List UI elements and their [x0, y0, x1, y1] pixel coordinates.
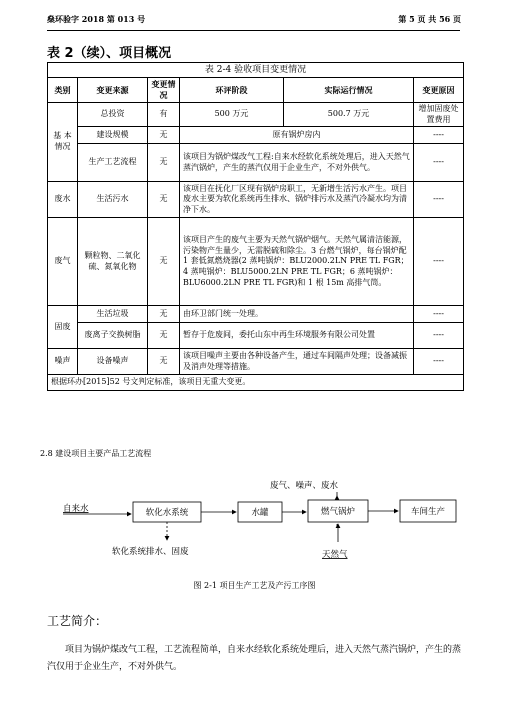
cell-merged: 原有锅炉房内: [180, 127, 414, 144]
group-solid: 固废: [48, 306, 78, 349]
table-row: [48, 182, 464, 218]
cell-merged: 该项目产生的废气主要为天然气锅炉烟气。天然气属清洁能源，污染物产生量少，无需脱硫和除尘。3 台燃气锅炉，每台锅炉配 1 套低氮燃烧器(2 蒸吨锅炉：BLU2000.2LN PRE TL FGR；4 蒸吨锅炉：BLU5000.2LN PRE TL FGR；6 蒸吨锅炉：BLU6000.2LN PRE TL FGR)和 1 根 15m 高排气筒。: [180, 218, 414, 306]
header-category: 类别: [48, 78, 78, 103]
cell-change: 无: [148, 306, 180, 323]
header-left: 燊环验字 2018 第 013 号: [47, 14, 146, 24]
intro-paragraph: 项目为锅炉煤改气工程，工艺流程简单，自来水经软化系统处理后，进入天然气蒸汽锅炉，产生的蒸汽仅用于企业生产，不对外供气。: [47, 645, 462, 673]
table-row: [48, 349, 464, 375]
tap-water-label: 自来水: [63, 504, 89, 514]
cell-reason: 增加固废处置费用: [414, 102, 464, 127]
cell-change: 无: [148, 349, 180, 375]
cell-change: 无: [148, 144, 180, 182]
group-water: 废水: [48, 182, 78, 218]
cell-source: 设备噪声: [78, 349, 148, 375]
header-rule: [47, 30, 460, 31]
cell-source: 废离子交换树脂: [78, 323, 148, 349]
cell-merged: 该项目在抚化厂区现有锅炉房职工，无新增生活污水产生。项目废水主要为软化系统再生排水、锅炉排污水及蒸汽冷凝水均为清净下水。: [180, 182, 414, 218]
subsection-title: 2.8 建设项目主要产品工艺流程: [40, 449, 152, 458]
natural-gas-label: 天然气: [322, 550, 348, 560]
cell-reason: ----: [414, 323, 464, 349]
table-caption: 表 2-4 验收项目变更情况: [48, 63, 464, 78]
header-change: 变更情况: [148, 78, 180, 103]
softening-system-label: 软化水系统: [145, 508, 189, 518]
cell-source: 生活污水: [78, 182, 148, 218]
header-actual: 实际运行情况: [284, 78, 414, 103]
table-row: [48, 102, 464, 127]
gas-boiler-label: 燃气锅炉: [320, 507, 356, 517]
header-reason: 变更原因: [414, 78, 464, 103]
cell-reason: ----: [414, 182, 464, 218]
table-footnote: 根据环办[2015]52 号文判定标准，该项目无重大变更。: [48, 375, 464, 391]
header-source: 变更来源: [78, 78, 148, 103]
cell-actual: 500.7 万元: [284, 102, 414, 127]
cell-source: 建设规模: [78, 127, 148, 144]
table-row: [48, 323, 464, 349]
cell-change: 有: [148, 102, 180, 127]
group-noise: 噪声: [48, 349, 78, 375]
table-row: [48, 306, 464, 323]
cell-source: 生活垃圾: [78, 306, 148, 323]
cell-change: 无: [148, 218, 180, 306]
cell-reason: ----: [414, 144, 464, 182]
cell-source: 颗粒物、二氧化硫、氮氧化物: [78, 218, 148, 306]
change-table: [47, 62, 464, 391]
group-basic: 基 本 情况: [48, 102, 78, 182]
group-gas: 废气: [48, 218, 78, 306]
section-title: 表 2（续）、项目概况: [47, 46, 172, 61]
cell-merged: 暂存于危废间，委托山东中再生环境服务有限公司处置: [180, 323, 414, 349]
emissions-label: 废气、噪声、废水: [270, 481, 339, 491]
cell-merged: 该项目噪声主要由各种设备产生，通过车间隔声处理；设备减振及消声处理等措施。: [180, 349, 414, 375]
header-eia: 环评阶段: [180, 78, 284, 103]
cell-merged: 由环卫部门统一处理。: [180, 306, 414, 323]
header-right: 第 5 页 共 56 页: [398, 14, 461, 24]
cell-reason: ----: [414, 349, 464, 375]
cell-reason: ----: [414, 127, 464, 144]
water-tank-label: 水罐: [251, 508, 269, 518]
table-row: [48, 127, 464, 144]
cell-reason: ----: [414, 218, 464, 306]
table-row: [48, 218, 464, 306]
cell-eia: 500 万元: [180, 102, 284, 127]
cell-change: 无: [148, 182, 180, 218]
cell-source: 生产工艺流程: [78, 144, 148, 182]
cell-merged: 该项目为锅炉煤改气工程:自来水经软化系统处理后，进入天然气蒸汽锅炉，产生的蒸汽仅用于企业生产，不对外供气。: [180, 144, 414, 182]
figure-caption: 图 2-1 项目生产工艺及产污工序图: [193, 581, 316, 590]
cell-source: 总投资: [78, 102, 148, 127]
cell-reason: ----: [414, 306, 464, 323]
softening-discharge-label: 软化系统排水、固废: [112, 547, 189, 557]
cell-change: 无: [148, 323, 180, 349]
cell-change: 无: [148, 127, 180, 144]
process-flow-diagram: [0, 470, 509, 580]
table-header-row: [48, 78, 464, 103]
workshop-production-label: 车间生产: [410, 507, 446, 517]
table-row: [48, 144, 464, 182]
intro-heading: 工艺简介：: [47, 614, 108, 628]
